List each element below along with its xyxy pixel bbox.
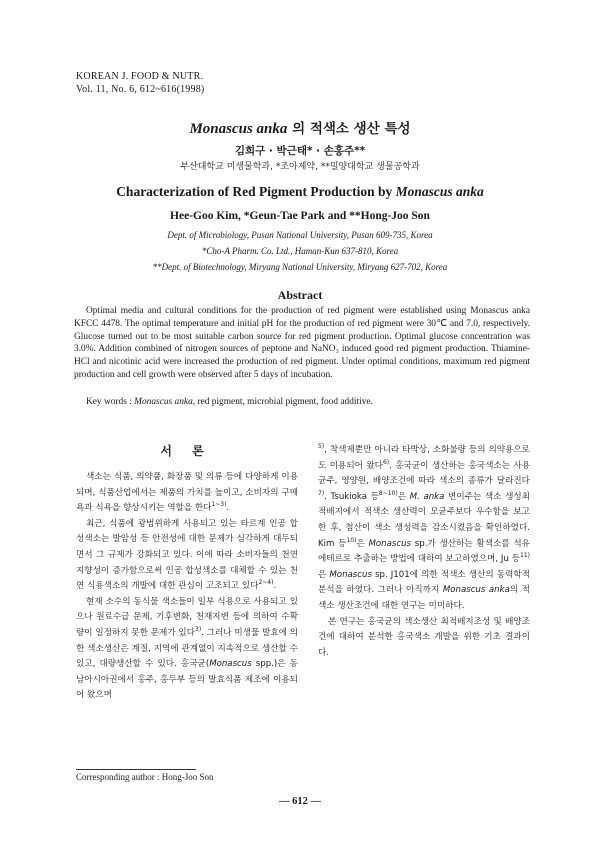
page-number: — 612 —	[279, 796, 321, 807]
species-name: Monascus	[209, 659, 252, 670]
ref-citation: 5)	[318, 443, 325, 451]
english-authors: Hee-Goo Kim, *Geun-Tae Park and **Hong-Joo Son	[170, 210, 430, 222]
intro-paragraph-1: 색소는 식품, 의약품, 화장품 및 의류 등에 다양하게 이용되며, 식품산업에서는 제품의 가치를 높이고, 소비자의 구매욕과 식욕을 향상시키는 역할을 한다$^{1\sim 3)}$.	[76, 472, 298, 514]
journal-volume: Vol. 11, No. 6, 612~616(1998)	[76, 84, 205, 95]
korean-affiliations: 부산대학교 미생물학과, *조아제약, **밀양대학교 생물공학과	[180, 162, 420, 172]
ref-citation: 2~4)	[258, 579, 274, 587]
ref-citation: 7)	[318, 489, 325, 497]
intro-paragraph-2: 최근, 식품에 광범위하게 사용되고 있는 타르계 인공 합성색소는 발암성 등 안전성에 대한 문제가 심각하게 대두되면서 그 규제가 강화되고 있다. 이에 따라 소비자들의 천연지향성이 증가함으로써 인공 합성색소를 대체할 수 있는 천연 식용색소의 개발에 대한 관심이 고조되고 있다$^{2\sim 4)}$.	[76, 518, 298, 592]
ref-citation: 10)	[346, 536, 357, 544]
abstract-heading: Abstract	[277, 288, 323, 302]
footnote-rule	[76, 769, 196, 770]
ref-citation: 6)	[382, 458, 390, 466]
ref-citation: 3)	[195, 626, 202, 634]
ref-citation: 1~3)	[211, 501, 227, 509]
ref-citation: 8~10)	[378, 489, 398, 497]
intro-p3-text: sp. J101에 의한 적색소 생산의 동력학적 분석을 하였다. 그러나 아직까지	[318, 569, 530, 596]
intro-p2-text: 최근, 식품에 광범위하게 사용되고 있는 타르계 인공 합성색소는 발암성 등 안전성에 대한 문제가 심각하게 대두되면서 그 규제가 강화되고 있다. 이에 따라 소비자들의 천연지향성이 증가함으로써 인공 합성색소를 대체할 수 있는 천연 식용색소의 개발에 대한 관심이 고조되고 있다	[76, 518, 298, 592]
intro-p3-text: . 홍국균이 생산하는 홍국색소는 사용균주, 영양원, 배양조건에 따라 색소의 종류가 달라진다	[318, 460, 531, 487]
affiliation-3: **Dept. of Biotechnology, Miryang National University, Miryang 627-702, Korea	[152, 262, 448, 272]
affiliation-1: Dept. of Microbiology, Pusan National University, Pusan 609-735, Korea	[167, 230, 433, 240]
intro-p3-text: . 그러나 미생물 발효에 의한 색소생산은 계절, 지역에 관계없이 지속적으로 생산할 수 있고, 대량생산할 수 있다. 홍국균(	[76, 627, 298, 670]
korean-title-species: Monascus anka	[189, 121, 288, 137]
korean-authors: 김희구 · 박근태* · 손홍주**	[234, 145, 366, 157]
intro-p3-text: 의 적색소 생산조건에 대한 연구는 미미하다.	[318, 585, 530, 611]
right-column	[318, 443, 530, 661]
intro-paragraph-3	[76, 595, 298, 704]
species-name: Monascus	[368, 538, 412, 549]
korean-title-rest: 의 적색소 생산 특성	[287, 121, 411, 137]
english-title	[0, 184, 600, 200]
species-name: M. anka	[409, 491, 445, 502]
intro-p3-text: 은	[356, 538, 369, 549]
intro-paragraph-4: 본 연구는 홍국균의 색소생산 최적배지조성 및 배양조건에 대하여 분석한 홍국색소 개발을 위한 기초 결과이다.	[318, 616, 530, 658]
korean-title	[0, 117, 600, 138]
intro-p3-text: 현재 소수의 동식물 색소들이 일부 식용으로 사용되고 있으나 원료수급 문제, 기후변화, 천재지변 등에 의하여 수확량이 일정하지 못한 문제가 있다	[76, 596, 298, 638]
keywords-label: Key words :	[86, 397, 135, 407]
species-name: Monascus	[329, 569, 372, 580]
intro-p3-text: , 착색제뿐만 아니라 타박상, 소화불량 등의 의약용으로도 이용되어 왔다	[318, 445, 530, 471]
keywords	[74, 396, 530, 409]
keywords-rest: , red pigment, microbial pigment, food additive.	[192, 397, 373, 407]
left-column	[76, 470, 298, 704]
species-name: Monascus anka	[442, 585, 510, 596]
intro-p3-text: . Tsukioka 등	[324, 491, 379, 502]
intro-p3-text: sp.가 생산하는 황색소를 석유에테르로 추출하는 방법에 대하여 보고하였으며, Ju 등	[318, 538, 530, 565]
intro-p1-text: 색소는 식품, 의약품, 화장품 및 의류 등에 다양하게 이용되며, 식품산업에서는 제품의 가치를 높이고, 소비자의 구매욕과 식욕을 향상시키는 역할을 한다	[76, 472, 298, 514]
affiliation-2: *Cho-A Pharm. Co. Ltd., Haman-Kun 637-810, Korea	[201, 246, 399, 256]
introduction-heading: 서 론	[160, 444, 212, 458]
english-title-species: Monascus anka	[395, 184, 484, 199]
english-title-main: Characterization of Red Pigment Production by	[116, 184, 396, 199]
intro-p3-text: spp.)은 동남아시아권에서 홍주, 홍두부 등의 발효식품 제조에 이용되어 왔으며	[76, 659, 298, 701]
corresponding-author: Corresponding author : Hong-Joo Son	[76, 772, 214, 782]
keywords-species: Monascus anka	[134, 397, 193, 407]
abstract-text: Optimal media and cultural conditions for the production of red pigment were established using Monascus anka KFCC 4478. The optimal temperature and initial pH for the production of red pigment were 30℃ and 7.0, respectively. Glucose turned out to be most suitable carbon source for red pigment production. Optimal glucose concentration was 3.0%. Addition combined of nitrogen sources of peptone and NaNO₃ induced good red pigment production. Thiamine-HCl and nicotinic acid were increased the production of red pigment. Under optimal conditions, maximum red pigment production and cell growth were observed after 5 days of incubation.	[74, 306, 530, 380]
intro-paragraph-3-cont	[318, 443, 530, 615]
intro-p3-text: 변이주는 색소 생성최적배지에서 적색소 생산력이 모균주보다 우수함을 보고한 후, 첨산이 색소 생성력을 감소시켰음을 확인하였다. Kim 등	[318, 491, 530, 549]
abstract-body	[74, 305, 530, 382]
ref-citation: 11)	[520, 552, 530, 560]
journal-name: KOREAN J. FOOD & NUTR.	[76, 71, 204, 82]
journal-info	[76, 70, 204, 96]
intro-p3-text: 은	[397, 491, 410, 502]
intro-p3-text: 은	[318, 569, 330, 580]
